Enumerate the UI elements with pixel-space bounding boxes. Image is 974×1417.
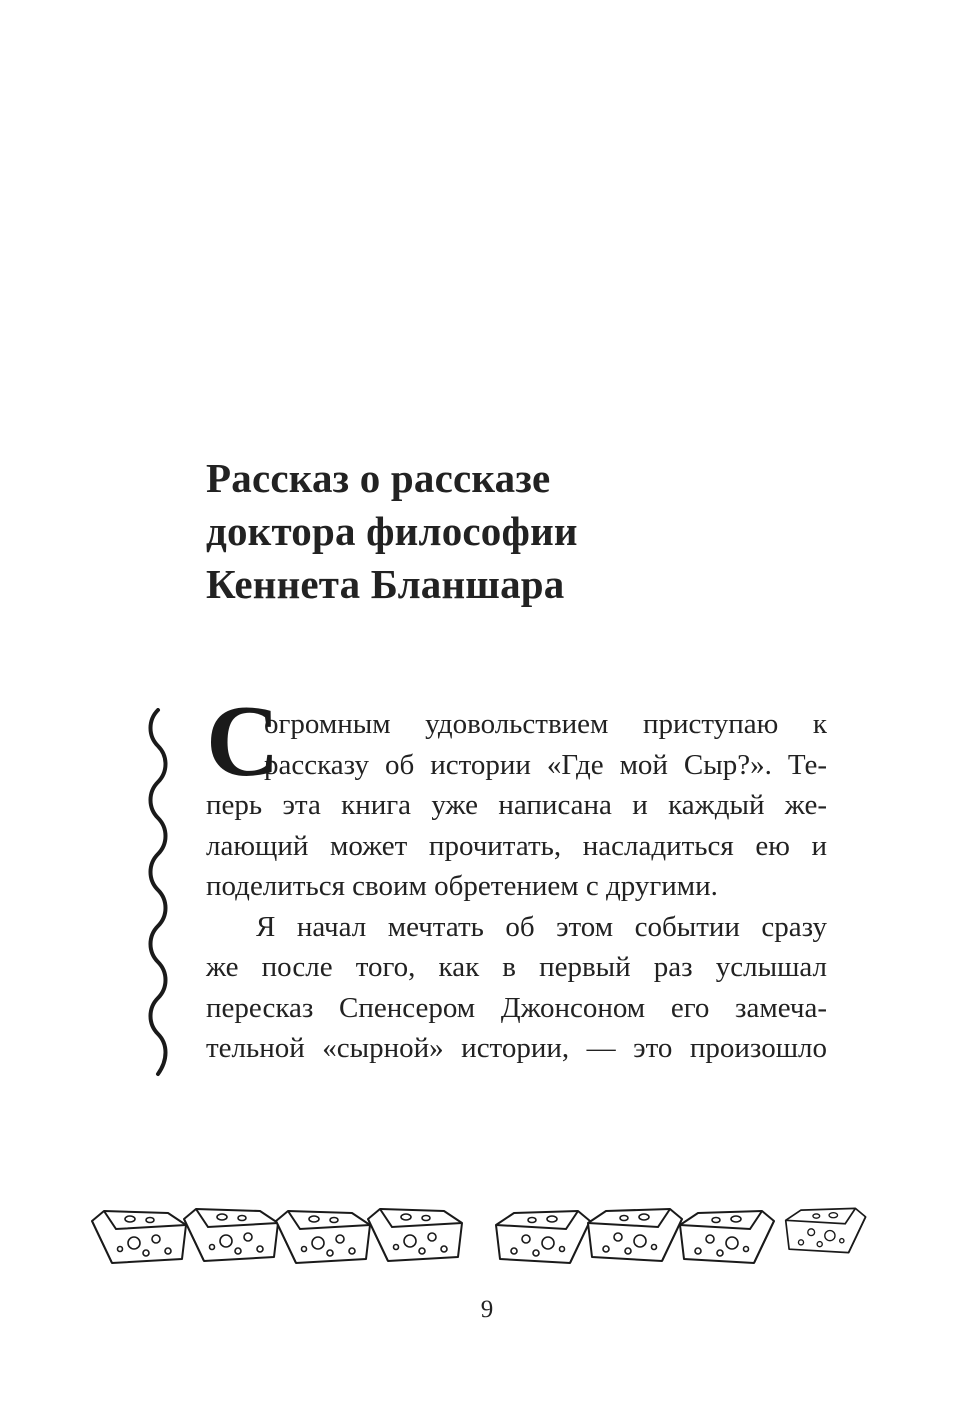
text-line: пересказ Спенсером Джонсоном его замеча- [206,991,827,1024]
cheese-wedge-icon [276,1211,370,1263]
text-line: Я начал мечтать об этом событии сразу [256,910,827,943]
title-line: Рассказ о рассказе [206,455,551,501]
page-number: 9 [480,1296,494,1323]
cheese-wedge-icon [368,1209,462,1261]
cheese-wedge-icon [588,1209,682,1261]
text-line: тельной «сырной» истории, — это произошло [206,1032,827,1064]
wavy-line-icon [146,708,170,1078]
chapter-title [206,452,846,611]
drop-cap: С [206,685,280,798]
cheese-wedge-icon [786,1208,866,1252]
text-line: же после того, как в первый раз услышал [206,951,827,983]
text-line: лающий может прочитать, насладиться ею и [206,829,827,862]
cheese-wedge-icon [680,1211,774,1263]
text-line: огромным удовольствием приступаю к [264,708,827,740]
title-line: Кеннета Бланшара [206,561,565,607]
text-line: рассказу об истории «Где мой Сыр?». Те- [264,748,827,781]
title-line: доктора философии [206,508,578,554]
text-line: перь эта книга уже написана и каждый же- [206,789,827,821]
text-line: поделиться своим обретением с другими. [206,870,718,902]
cheese-wedge-icon [92,1211,186,1263]
cheese-border [90,1205,890,1267]
body-text [206,685,827,1069]
cheese-wedge-icon [184,1209,278,1261]
cheese-wedge-icon [496,1211,590,1263]
